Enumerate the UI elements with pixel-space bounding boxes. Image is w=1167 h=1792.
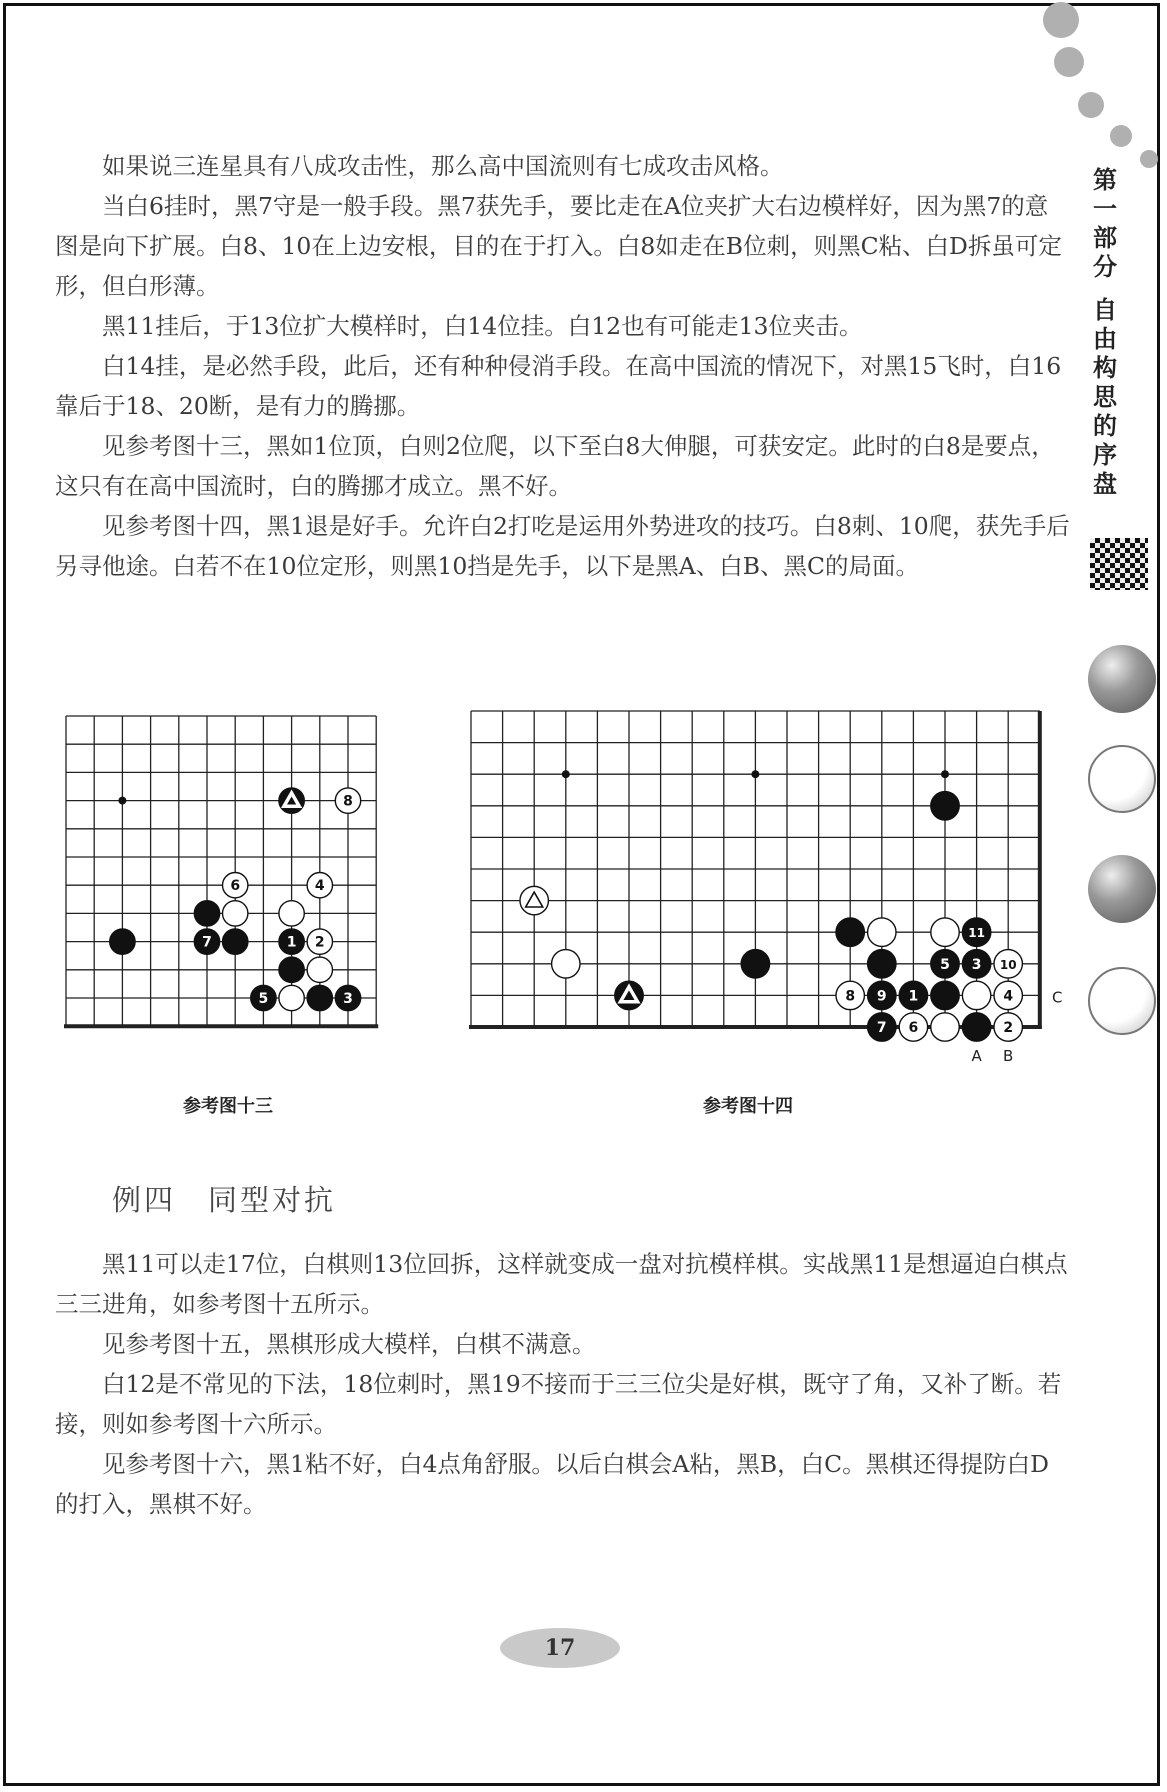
side-char: 盘	[1093, 469, 1117, 498]
black-stone	[223, 929, 248, 954]
white-stone-decor	[1088, 967, 1156, 1035]
decor-pattern	[1090, 538, 1148, 590]
black-stone	[110, 929, 135, 954]
white-stone	[962, 981, 990, 1009]
paragraph: 见参考图十三，黑如1位顶，白则2位爬，以下至白8大伸腿，可获安定。此时的白8是要点，这只有在高中国流时，白的腾挪才成立。黑不好。	[55, 432, 1055, 500]
diagram-13	[60, 710, 420, 1080]
white-stone	[307, 957, 332, 982]
decor-dot	[1078, 92, 1104, 118]
paragraph: 当白6挂时，黑7守是一般手段。黑7获先手，要比走在A位夹扩大右边模样好，因为黑7的意图是向下扩展。白8、10在上边安根，目的在于打入。白8如走在B位刺，则黑C粘、白D拆虽可定形，但白形薄。	[55, 192, 1062, 300]
white-stone	[931, 918, 959, 946]
stone-number: 6	[230, 878, 241, 895]
black-stone	[931, 981, 959, 1009]
section-heading: 例四 同型对抗	[112, 1183, 337, 1217]
white-stone	[279, 901, 304, 926]
stone-number: 10	[999, 957, 1017, 972]
stone-number: 8	[343, 793, 353, 810]
decor-dot	[1054, 47, 1084, 77]
stone-number: 4	[1003, 988, 1014, 1005]
black-stone	[279, 957, 304, 982]
diagram-14	[465, 705, 1065, 1080]
black-stone	[962, 1013, 990, 1041]
stone-number: 7	[202, 934, 212, 951]
paragraph: 见参考图十四，黑1退是好手。允许白2打吃是运用外势进攻的技巧。白8刺、10爬，获先手后另寻他途。白若不在10位定形，则黑10挡是先手，以下是黑A、白B、黑C的局面。	[55, 512, 1070, 580]
side-char: 分	[1093, 252, 1117, 281]
stone-number: 1	[908, 988, 919, 1005]
decor-dot	[1043, 2, 1079, 38]
black-stone	[868, 950, 896, 978]
white-stone	[552, 950, 580, 978]
side-char: 由	[1093, 324, 1117, 353]
decor-dot	[1140, 150, 1158, 168]
white-stone-decor	[1088, 745, 1156, 813]
paragraph: 见参考图十五，黑棋形成大模样，白棋不满意。	[102, 1330, 596, 1358]
page-number: 17	[500, 1628, 620, 1668]
black-stone-decor	[1088, 855, 1156, 923]
stone-number: 6	[908, 1020, 919, 1036]
black-stone	[307, 985, 332, 1010]
side-char: 构	[1093, 353, 1117, 382]
paragraph: 见参考图十六，黑1粘不好，白4点角舒服。以后白棋会A粘，黑B，白C。黑棋还得提防白D的打入，黑棋不好。	[55, 1450, 1049, 1518]
stone-number: 2	[314, 934, 325, 951]
white-stone	[223, 901, 248, 926]
body-text-bottom	[55, 1244, 1070, 1524]
stone-number: 2	[1003, 1020, 1014, 1036]
side-char: 一	[1093, 194, 1117, 223]
stone-number: 5	[258, 991, 269, 1007]
stone-number: 5	[940, 956, 950, 973]
star-point	[751, 770, 759, 778]
star-point	[118, 797, 126, 805]
point-label: B	[1003, 1046, 1014, 1065]
stone-number: 1	[286, 934, 297, 951]
decor-dot	[1110, 125, 1132, 147]
paragraph: 白12是不常见的下法，18位刺时，黑19不接而于三三位尖是好棋，既守了角，又补了断。若接，则如参考图十六所示。	[55, 1370, 1062, 1438]
stone-number: 9	[876, 988, 887, 1005]
white-stone	[868, 918, 896, 946]
point-label: A	[971, 1046, 982, 1065]
stone-number: 3	[343, 991, 353, 1007]
side-char: 序	[1093, 440, 1117, 469]
black-stone	[741, 950, 769, 978]
stone-number: 4	[314, 878, 325, 895]
black-stone	[194, 901, 219, 926]
star-point	[562, 770, 570, 778]
side-char: 的	[1093, 411, 1117, 440]
section-side-title	[1090, 165, 1120, 498]
body-text-top	[55, 146, 1070, 586]
side-char: 第	[1093, 165, 1117, 194]
paragraph: 如果说三连星具有八成攻击性，那么高中国流则有七成攻击风格。	[102, 152, 784, 180]
star-point	[941, 770, 949, 778]
black-stone	[836, 918, 864, 946]
go-board-13	[60, 710, 420, 1080]
stone-number: 7	[876, 1020, 887, 1036]
paragraph: 白14挂，是必然手段，此后，还有种种侵消手段。在高中国流的情况下，对黑15飞时，白16靠后于18、20断，是有力的腾挪。	[55, 352, 1062, 420]
stone-number: 3	[971, 956, 982, 973]
black-stone	[931, 792, 959, 820]
paragraph: 黑11可以走17位，白棋则13位回拆，这样就变成一盘对抗模样棋。实战黑11是想逼迫白棋点三三进角，如参考图十五所示。	[55, 1250, 1068, 1318]
diagram-14-caption: 参考图十四	[703, 1096, 793, 1117]
go-board-14	[465, 705, 1065, 1080]
stone-number: 8	[845, 988, 856, 1005]
side-char: 思	[1093, 382, 1117, 411]
side-char: 部	[1093, 223, 1117, 252]
white-stone	[279, 985, 304, 1010]
paragraph: 黑11挂后，于13位扩大模样时，白14位挂。白12也有可能走13位夹击。	[102, 312, 863, 340]
stone-number: 11	[968, 926, 985, 941]
side-char: 自	[1093, 295, 1117, 324]
black-stone-decor	[1088, 645, 1156, 713]
point-label: C	[1051, 988, 1063, 1007]
diagram-13-caption: 参考图十三	[183, 1096, 273, 1117]
white-stone	[931, 1013, 959, 1041]
